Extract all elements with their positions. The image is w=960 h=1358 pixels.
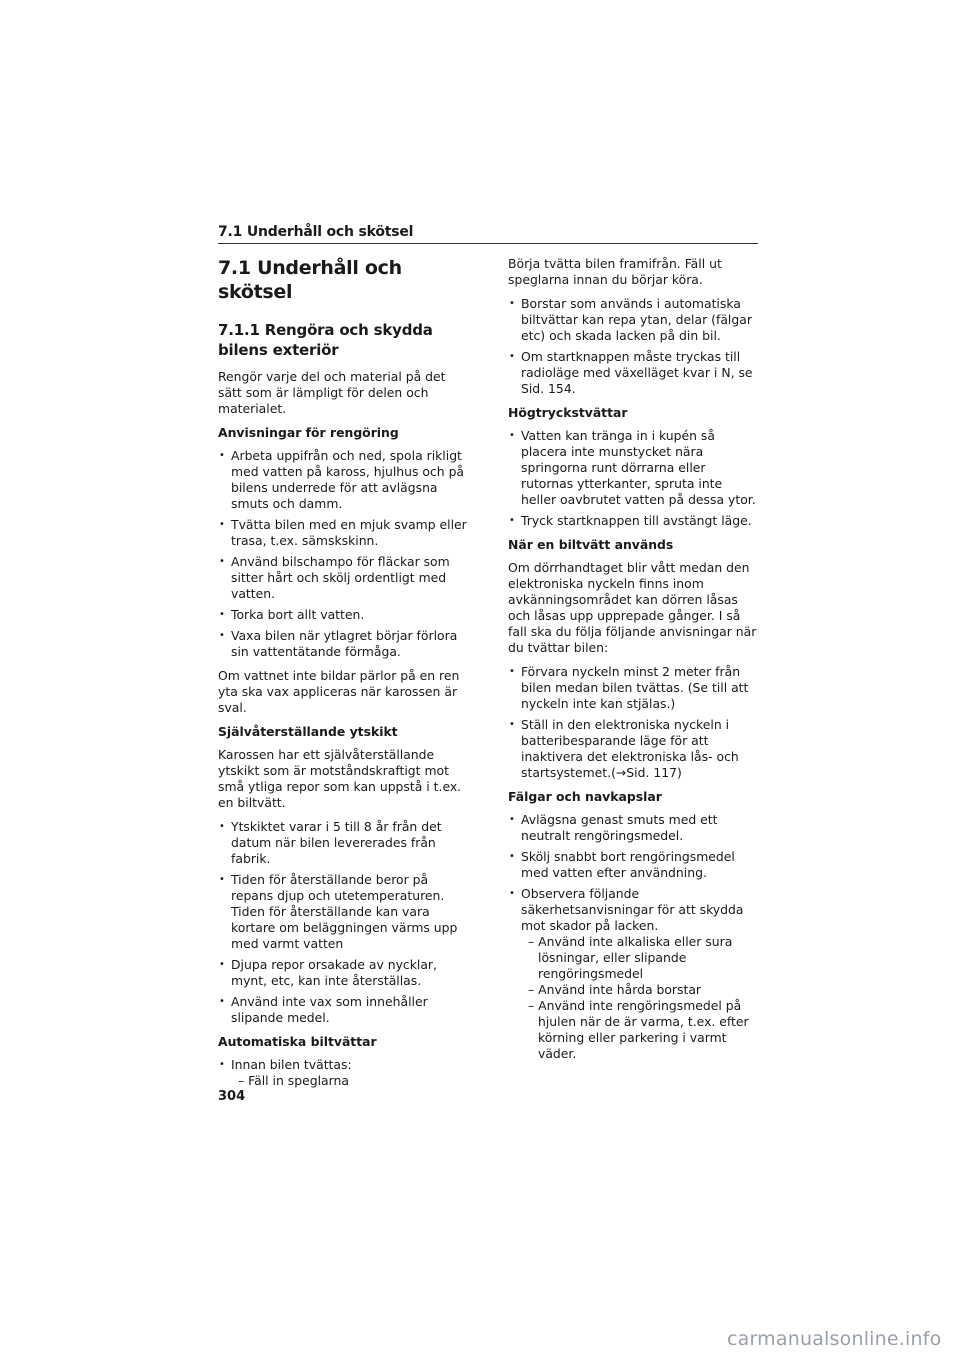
- electronic-key-list: [508, 664, 758, 781]
- section-title: 7.1 Underhåll och skötsel: [218, 257, 402, 303]
- list-item: • Använd inte vax som innehåller slipande medel.: [218, 994, 468, 1026]
- right-column: [508, 256, 758, 1070]
- intro-paragraph: Rengör varje del och material på det sätt som är lämpligt för delen och materialet.: [218, 369, 446, 416]
- heading-pressure-washers: Högtryckstvättar: [508, 405, 628, 420]
- subsection-title: 7.1.1 Rengöra och skydda bilens exteriör: [218, 321, 433, 359]
- list-item: • Vaxa bilen när ytlagret börjar förlora sin vattentätande förmåga.: [218, 628, 468, 660]
- dash-item: – Fäll in speglarna: [238, 1073, 349, 1088]
- heading-automatic-car-wash: Automatiska biltvättar: [218, 1034, 377, 1049]
- self-healing-list: [218, 819, 468, 1026]
- electronic-key-paragraph: Om dörrhandtaget blir vått medan den elektroniska nyckeln finns inom avkänningsområdet kan dörren låsas och låsas upp upprepade gånger. I så fall ska du följa följande anvisningar när du tvättar bilen:: [508, 560, 757, 655]
- list-item: • Tryck startknappen till avstängt läge.: [508, 513, 758, 529]
- list-item: • Borstar som används i automatiska biltvättar kan repa ytan, delar (fälgar etc) och skada lacken på din bil.: [508, 296, 758, 344]
- dash-item: – Använd inte alkaliska eller sura lösningar, eller slipande rengöringsmedel: [528, 934, 733, 981]
- dash-item: – Använd inte rengöringsmedel på hjulen när de är varma, t.ex. efter körning eller parkering i varmt väder.: [528, 998, 749, 1061]
- list-item: • Tvätta bilen med en mjuk svamp eller trasa, t.ex. sämskskinn.: [218, 517, 468, 549]
- list-item: • Djupa repor orsakade av nycklar, mynt, etc, kan inte återställas.: [218, 957, 468, 989]
- heading-rims-hubcaps: Fälgar och navkapslar: [508, 789, 662, 804]
- list-item-text: • Observera följande säkerhetsanvisningar för att skydda mot skador på lacken.: [521, 886, 744, 933]
- wax-paragraph: Om vattnet inte bildar pärlor på en ren yta ska vax appliceras när karossen är sval.: [218, 668, 460, 715]
- list-item: • Om startknappen måste tryckas till radioläge med växelläget kvar i N, se Sid. 154.: [508, 349, 758, 397]
- rims-list: [508, 812, 758, 1062]
- left-column: [218, 256, 468, 1097]
- list-item: • Förvara nyckeln minst 2 meter från bilen medan bilen tvättas. (Se till att nyckeln inte kan stjälas.): [508, 664, 758, 712]
- pressure-washer-list: [508, 428, 758, 529]
- list-item: [508, 886, 758, 1062]
- list-item: • Ytskiktet varar i 5 till 8 år från det datum när bilen levererades från fabrik.: [218, 819, 468, 867]
- list-item: • Ställ in den elektroniska nyckeln i batteribesparande läge för att inaktivera det elektroniska lås- och startsystemet.(→Sid. 117): [508, 717, 758, 781]
- list-item: • Torka bort allt vatten.: [218, 607, 468, 623]
- list-item: • Använd bilschampo för fläckar som sitter hårt och skölj ordentligt med vatten.: [218, 554, 468, 602]
- car-wash-intro: Börja tvätta bilen framifrån. Fäll ut speglarna innan du börjar köra.: [508, 256, 722, 287]
- car-wash-list: [218, 1057, 468, 1089]
- running-header: 7.1 Underhåll och skötsel: [218, 224, 414, 240]
- page-number: 304: [218, 1089, 246, 1104]
- header-divider: [218, 243, 758, 244]
- list-item: • Avlägsna genast smuts med ett neutralt rengöringsmedel.: [508, 812, 758, 844]
- self-healing-paragraph: Karossen har ett självåterställande ytskikt som är motståndskraftigt mot små ytliga repor som kan uppstå i t.ex. en biltvätt.: [218, 747, 462, 810]
- list-item: • Vatten kan tränga in i kupén så placera inte munstycket nära springorna runt dörrarna eller rutornas ytterkanter, spruta inte heller oavbrutet vatten på dessa ytor.: [508, 428, 758, 508]
- watermark: carmanualsonline.info: [727, 1328, 942, 1350]
- heading-cleaning-instructions: Anvisningar för rengöring: [218, 425, 399, 440]
- heading-self-healing-coat: Självåterställande ytskikt: [218, 724, 398, 739]
- list-item: • Tiden för återställande beror på repans djup och utetemperaturen. Tiden för återställande kan vara kortare om beläggningen värms upp med varmt vatten: [218, 872, 468, 952]
- dash-item: – Använd inte hårda borstar: [528, 982, 702, 997]
- list-item: • Arbeta uppifrån och ned, spola rikligt med vatten på kaross, hjulhus och på bilens underrede för att avlägsna smuts och damm.: [218, 448, 468, 512]
- heading-when-using-car-wash: När en biltvätt används: [508, 537, 674, 552]
- list-item-text: • Innan bilen tvättas:: [231, 1057, 352, 1072]
- list-item: [218, 1057, 468, 1089]
- list-item: • Skölj snabbt bort rengöringsmedel med vatten efter användning.: [508, 849, 758, 881]
- car-wash-notes-list: [508, 296, 758, 397]
- cleaning-list: [218, 448, 468, 660]
